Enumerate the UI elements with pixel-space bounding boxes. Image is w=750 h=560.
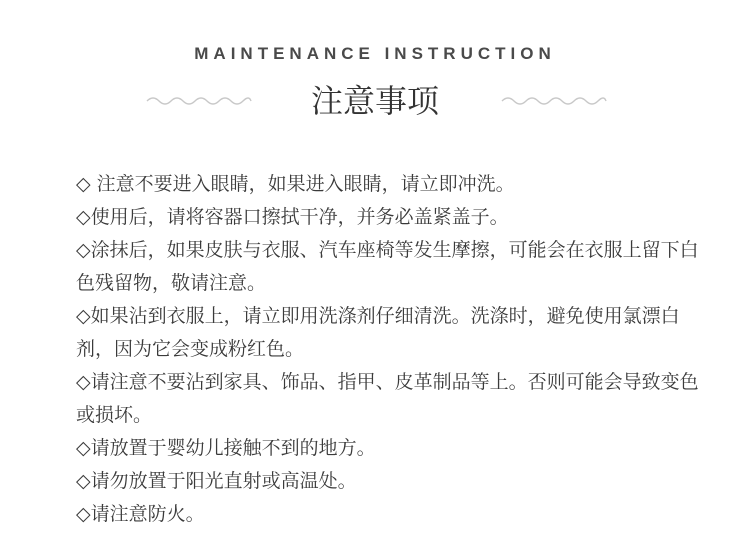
instruction-item: ◇请注意不要沾到家具、饰品、指甲、皮革制品等上。否则可能会导致变色或损坏。 [76, 371, 699, 426]
instruction-item: ◇涂抹后，如果皮肤与衣服、汽车座椅等发生摩擦，可能会在衣服上留下白色残留物，敬请注意。 [76, 239, 699, 294]
instruction-item: ◇ 注意不要进入眼睛，如果进入眼睛，请立即冲洗。 [76, 173, 515, 195]
section-subtitle: MAINTENANCE INSTRUCTION [194, 44, 556, 63]
instruction-item: ◇请勿放置于阳光直射或高温处。 [76, 470, 357, 492]
title-row [0, 76, 750, 126]
instruction-item: ◇请注意防火。 [76, 503, 205, 525]
instruction-item: ◇使用后，请将容器口擦拭干净，并务必盖紧盖子。 [76, 206, 509, 228]
instruction-list [76, 168, 706, 531]
page-title: 注意事项 [310, 82, 439, 120]
instruction-item: ◇请放置于婴幼儿接触不到的地方。 [76, 437, 376, 459]
instruction-item: ◇如果沾到衣服上，请立即用洗涤剂仔细清洗。洗涤时，避免使用氯漂白剂，因为它会变成粉红色。 [76, 305, 680, 360]
wave-ornament-right [500, 94, 608, 108]
